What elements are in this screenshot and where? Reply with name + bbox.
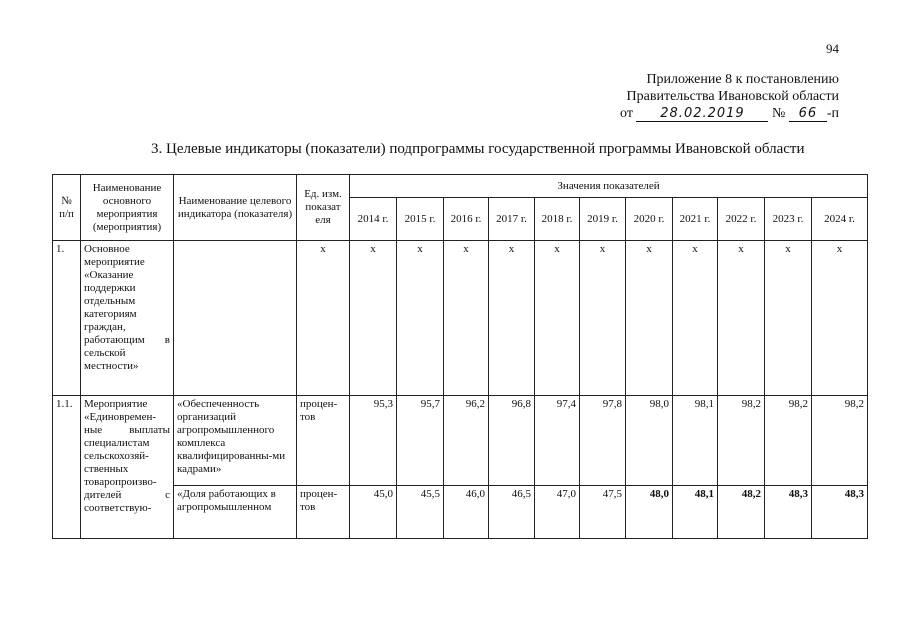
row-value: 96,2 (444, 396, 489, 486)
row-value: х (489, 241, 535, 396)
row-unit: процен-тов (297, 486, 350, 539)
header-year: 2017 г. (489, 198, 535, 241)
row-value: 95,7 (397, 396, 444, 486)
row-value: 98,2 (718, 396, 765, 486)
row-value: 48,3 (765, 486, 812, 539)
row-value: 48,0 (626, 486, 673, 539)
header-year: 2024 г. (812, 198, 868, 241)
row-value: 46,0 (444, 486, 489, 539)
row-num: 1.1. (53, 396, 81, 539)
row-value: х (535, 241, 580, 396)
row-value: 95,3 (350, 396, 397, 486)
row-indicator: «Доля работающих в агропромышленном (174, 486, 297, 539)
row-unit: процен-тов (297, 396, 350, 486)
row-value: 98,2 (765, 396, 812, 486)
row-indicator (174, 241, 297, 396)
row-value: 48,1 (673, 486, 718, 539)
appendix-line-2: Правительства Ивановской области (626, 89, 839, 104)
row-value: х (397, 241, 444, 396)
row-value: 45,5 (397, 486, 444, 539)
document-title: 3. Целевые индикаторы (показатели) подпрограммы государственной программы Ивановской области (151, 141, 805, 157)
header-row-1 (53, 175, 868, 198)
row-num: 1. (53, 241, 81, 396)
row-value: 98,1 (673, 396, 718, 486)
header-year: 2016 г. (444, 198, 489, 241)
row-value: 48,2 (718, 486, 765, 539)
row-value: х (765, 241, 812, 396)
appendix-header (620, 71, 839, 122)
row-value: 45,0 (350, 486, 397, 539)
page-number: 94 (826, 41, 839, 56)
indicators-table (52, 174, 868, 539)
number-label: № (771, 106, 786, 121)
resolution-number: 66 (789, 107, 827, 122)
row-value: х (350, 241, 397, 396)
row-value: 96,8 (489, 396, 535, 486)
row-event: Мероприятие «Единовремен-ные выплаты специалистам сельскохозяй-ственных товаропроизво-дителей с соответствую- (81, 396, 174, 539)
header-indicator: Наименование целевого индикатора (показателя) (174, 175, 297, 241)
row-value: 46,5 (489, 486, 535, 539)
table-row (53, 241, 868, 396)
header-num: № п/п (53, 175, 81, 241)
header-unit: Ед. изм. показат еля (297, 175, 350, 241)
row-value: 48,3 (812, 486, 868, 539)
header-values: Значения показателей (350, 175, 868, 198)
row-value: х (444, 241, 489, 396)
row-value: 47,0 (535, 486, 580, 539)
from-label: от (620, 106, 633, 121)
number-suffix: -п (826, 106, 839, 121)
row-value: 98,2 (812, 396, 868, 486)
table-row (53, 396, 868, 486)
header-year: 2023 г. (765, 198, 812, 241)
row-event: Основное мероприятие «Оказание поддержки отдельным категориям граждан, работающим в сельской местности» (81, 241, 174, 396)
header-year: 2019 г. (580, 198, 626, 241)
header-year: 2021 г. (673, 198, 718, 241)
row-value: 97,4 (535, 396, 580, 486)
appendix-line-3 (620, 105, 839, 122)
row-indicator: «Обеспеченность организаций агропромышленного комплекса квалифицированны-ми кадрами» (174, 396, 297, 486)
row-value: 98,0 (626, 396, 673, 486)
header-year: 2018 г. (535, 198, 580, 241)
appendix-line-1: Приложение 8 к постановлению (646, 72, 839, 87)
row-value: х (718, 241, 765, 396)
row-value: х (673, 241, 718, 396)
header-year: 2015 г. (397, 198, 444, 241)
header-year: 2014 г. (350, 198, 397, 241)
row-value: х (626, 241, 673, 396)
row-value: 47,5 (580, 486, 626, 539)
header-year: 2022 г. (718, 198, 765, 241)
row-value: х (812, 241, 868, 396)
header-year: 2020 г. (626, 198, 673, 241)
row-value: х (580, 241, 626, 396)
table-row (53, 486, 868, 539)
row-value: 97,8 (580, 396, 626, 486)
row-unit: х (297, 241, 350, 396)
resolution-date: 28.02.2019 (636, 107, 768, 122)
header-event: Наименование основного мероприятия (мероприятия) (81, 175, 174, 241)
